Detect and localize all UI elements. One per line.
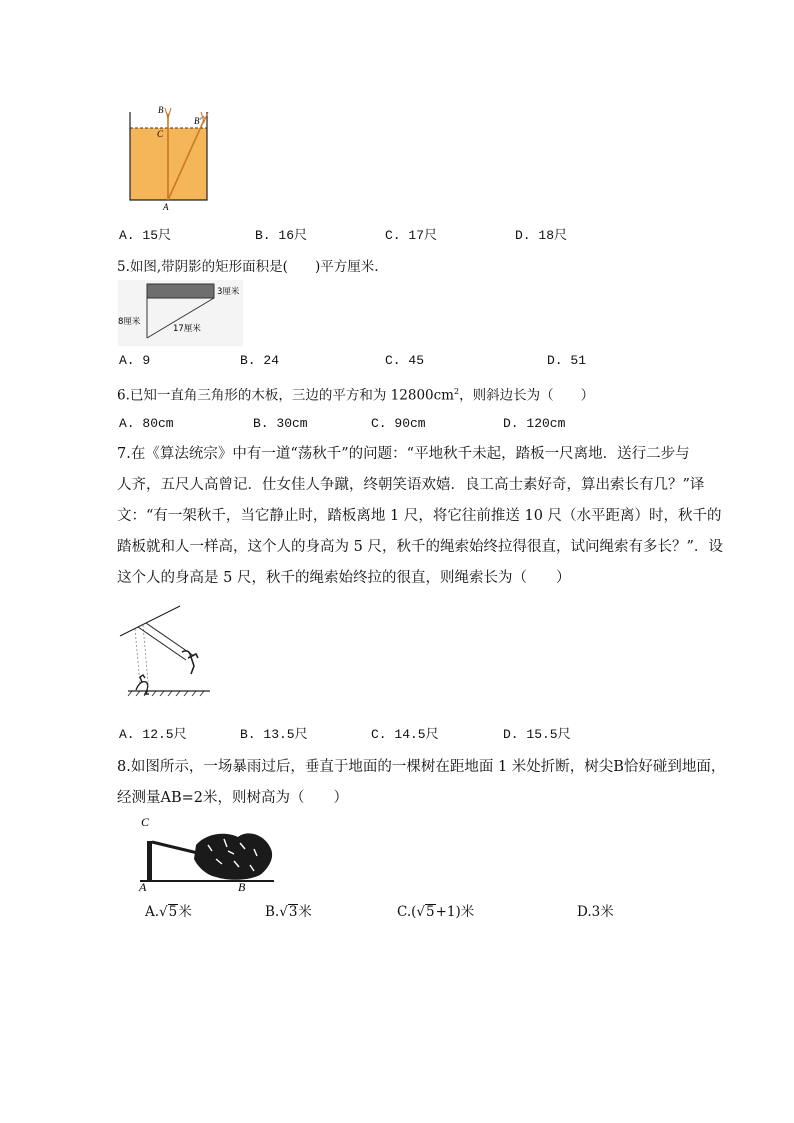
q8-option-a-prefix: A.	[145, 904, 160, 920]
tree-trunk	[147, 841, 152, 881]
q5-stem: 5.如图,带阴影的矩形面积是( )平方厘米.	[117, 259, 379, 275]
q5-option-c[interactable]: C. 45	[385, 353, 425, 368]
q4-option-a[interactable]: A. 15尺	[119, 228, 172, 243]
q8-option-b-unit: 米	[298, 904, 312, 920]
reed-tip-icon	[165, 108, 171, 118]
label-B-prime: B′	[194, 116, 202, 126]
q6-stem	[117, 383, 594, 405]
swing-beam	[120, 606, 180, 636]
q5-option-b[interactable]: B. 24	[240, 353, 280, 368]
q7-line-5: 这个人的身高是 5 尺，秋千的绳索始终拉的很直，则绳索长为（ ）	[117, 570, 571, 586]
q8-line-1: 8.如图所示，一场暴雨过后，垂直于地面的一棵树在距地面 1 米处折断，树尖B恰好碰到地面，	[117, 759, 726, 775]
q7-line-1: 7.在《算法统宗》中有一道“荡秋千”的问题：“平地秋千未起，踏板一尺离地．送行二步与	[117, 446, 690, 462]
label-A: A	[139, 880, 147, 894]
tree-foliage	[194, 833, 272, 879]
label-B: B	[158, 105, 164, 115]
q7-option-b[interactable]: B. 13.5尺	[240, 727, 308, 742]
q5-option-a[interactable]: A. 9	[119, 353, 151, 368]
q4-option-d[interactable]: D. 18尺	[515, 228, 568, 243]
q7-swing-figure	[118, 602, 222, 708]
q8-option-a-radicand: 5	[168, 904, 178, 920]
q8-option-a-unit: 米	[178, 904, 192, 920]
label-A: A	[163, 202, 169, 212]
q8-line-2: 经测量AB=2米，则树高为（ ）	[117, 790, 349, 806]
q8-option-c-rest: +1)米	[435, 904, 475, 920]
q8-option-c-radicand: 5	[426, 904, 435, 920]
q4-water-tank-figure	[118, 100, 218, 212]
q7-option-d[interactable]: D. 15.5尺	[503, 727, 571, 742]
q8-option-c[interactable]: C.(√5+1)米	[397, 904, 475, 920]
q8-option-c-prefix: C.(	[397, 904, 417, 920]
label-C: C	[157, 129, 164, 139]
q5-rectangle-figure	[118, 280, 243, 346]
q8-broken-tree-figure	[136, 815, 276, 895]
q7-option-c[interactable]: C. 14.5尺	[371, 727, 439, 742]
q6-option-b[interactable]: B. 30cm	[253, 416, 308, 431]
q7-line-2: 人齐，五尺人高曾记．仕女佳人争蹴，终朝笑语欢嬉．良工高士素好奇，算出索长有几？”译	[117, 477, 705, 493]
label-17cm: 17厘米	[173, 324, 201, 334]
label-3cm: 3厘米	[217, 287, 240, 297]
q7-line-4: 踏板就和人一样高，这个人的身高为 5 尺，秋千的绳索始终拉得很直，试问绳索有多长？”．设	[117, 539, 723, 555]
q4-option-b[interactable]: B. 16尺	[255, 228, 308, 243]
person-pushing-icon	[182, 651, 198, 674]
label-C: C	[141, 815, 150, 829]
q6-option-d[interactable]: D. 120cm	[503, 416, 566, 431]
swing-rope-rest-1	[135, 629, 140, 684]
q7-line-3: 文：“有一架秋千，当它静止时，踏板离地 1 尺，将它往前推送 10 尺（水平距离）时，秋千的	[117, 508, 722, 524]
q6-stem-end: ，则斜边长为（ ）	[459, 387, 595, 404]
q6-stem-main: 6.已知一直角三角形的木板，三边的平方和为 12800cm	[117, 387, 454, 404]
ground-hatching	[128, 691, 204, 696]
q8-option-a[interactable]: A.√5米	[145, 904, 192, 920]
q6-option-c[interactable]: C. 90cm	[371, 416, 426, 431]
q8-option-b[interactable]: B.√3米	[265, 904, 312, 920]
q8-option-d[interactable]: D.3米	[577, 904, 614, 920]
shaded-rectangle	[147, 284, 214, 298]
label-8cm: 8厘米	[118, 317, 141, 327]
q4-option-c[interactable]: C. 17尺	[385, 228, 438, 243]
q7-option-a[interactable]: A. 12.5尺	[119, 727, 187, 742]
q5-option-d[interactable]: D. 51	[547, 353, 587, 368]
q6-stem-sup: 2	[453, 387, 460, 396]
q8-option-b-radicand: 3	[288, 904, 298, 920]
q8-option-b-prefix: B.	[265, 904, 280, 920]
label-B: B	[238, 880, 246, 894]
q6-option-a[interactable]: A. 80cm	[119, 416, 174, 431]
swing-rope-pushed-1	[138, 627, 186, 660]
